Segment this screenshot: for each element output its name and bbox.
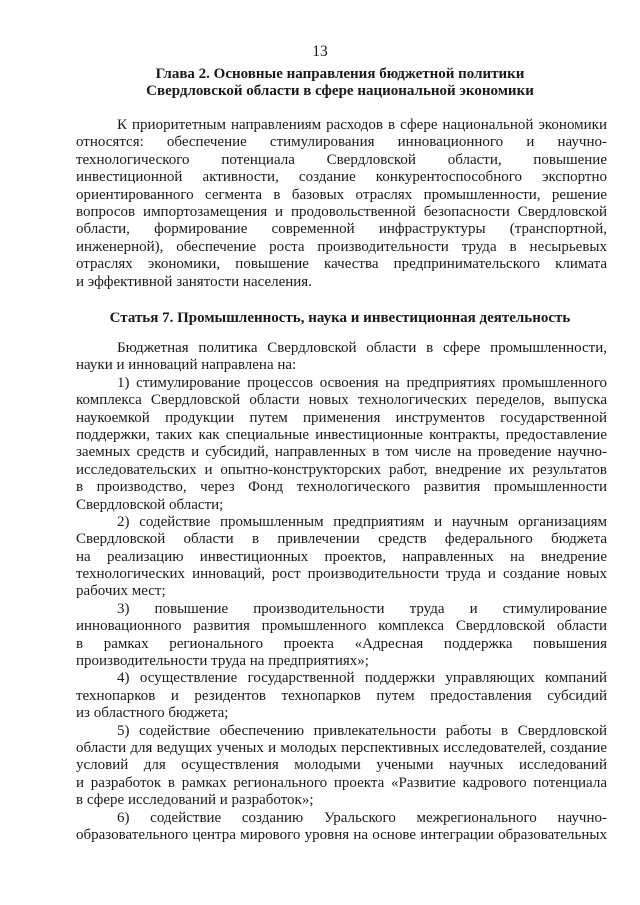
list-item-line: на реализацию инвестиционных проектов, направленных на внедрение xyxy=(76,548,607,565)
list-item-line: области для ведущих ученых и молодых перспективных исследователей, создание xyxy=(76,739,607,756)
intro-line: области, формирование современной инфраструктуры (транспортной, xyxy=(76,221,607,238)
list-item-line: рабочих мест; xyxy=(76,583,166,600)
page-number: 13 xyxy=(312,43,328,60)
article-body xyxy=(76,340,607,844)
article-line: науки и инноваций направлена на: xyxy=(76,357,297,374)
list-item-line: и разработок в рамках регионального проекта «Развитие кадрового потенциала xyxy=(76,774,607,791)
intro-line: и эффективной занятости населения. xyxy=(76,273,312,290)
list-item-line: 4) осуществление государственной поддержки управляющих компаний xyxy=(117,670,607,687)
list-item-line: в производство, через Фонд технологического развития промышленности xyxy=(76,479,607,496)
list-item-line: технопарков и резидентов технопарков путем предоставления субсидий xyxy=(76,687,607,704)
list-item-line: 5) содействие обеспечению привлекательности работы в Свердловской xyxy=(117,722,607,739)
list-item-line: поддержки, таких как специальные инвестиционные контракты, предоставление xyxy=(76,426,607,443)
list-item-line: условий для осуществления молодыми учеными научных исследований xyxy=(76,757,607,774)
intro-line: К приоритетным направлениям расходов в сфере национальной экономики xyxy=(117,117,607,133)
intro-line: инженерной), обеспечение роста производительности труда в несырьевых xyxy=(76,238,607,255)
list-item-line: исследовательских и опытно-конструкторских работ, внедрение их результатов xyxy=(76,461,607,478)
intro-paragraph xyxy=(76,117,607,291)
intro-line: отраслях экономики, повышение качества предпринимательского климата xyxy=(76,256,607,273)
intro-line: ориентированного сегмента в базовых отраслях промышленности, решение xyxy=(76,186,607,203)
list-item-line: из областного бюджета; xyxy=(76,705,229,722)
intro-line: технологического потенциала Свердловской области, повышение xyxy=(76,151,607,168)
article-title: Статья 7. Промышленность, наука и инвестиционная деятельность xyxy=(109,310,571,326)
article-line: Бюджетная политика Свердловской области в сфере промышленности, xyxy=(117,340,607,356)
list-item-line: 1) стимулирование процессов освоения на предприятиях промышленного xyxy=(117,374,607,391)
list-item-line: заемных средств и субсидий, направленных в том числе на проведение научно- xyxy=(76,444,607,461)
list-item-line: Свердловской области в привлечении средств федерального бюджета xyxy=(76,531,607,548)
list-item-line: в сфере исследований и разработок»; xyxy=(76,792,314,809)
chapter-title xyxy=(70,66,610,101)
list-item-line: в рамках регионального проекта «Адресная поддержка повышения xyxy=(76,635,607,652)
intro-line: вопросов импортозамещения и продовольственной безопасности Свердловской xyxy=(76,203,607,220)
list-item-line: 6) содействие созданию Уральского межрегионального научно- xyxy=(117,809,607,826)
list-item-line: Свердловской области; xyxy=(76,496,224,513)
chapter-title-line: Свердловской области в сфере национальной экономики xyxy=(146,83,534,100)
list-item-line: 3) повышение производительности труда и стимулирование xyxy=(117,600,607,617)
chapter-title-line: Глава 2. Основные направления бюджетной политики xyxy=(155,66,525,82)
intro-line: инвестиционной активности, создание конкурентоспособного экспортно xyxy=(76,169,607,186)
list-item-line: 2) содействие промышленным предприятиям и научным организациям xyxy=(117,513,607,530)
list-item-line: образовательного центра мирового уровня на основе интеграции образовательных xyxy=(76,826,607,843)
list-item-line: производительности труда на предприятиях»; xyxy=(76,653,369,670)
list-item-line: наукоемкой продукции путем применения инструментов государственной xyxy=(76,409,607,426)
intro-line: относятся: обеспечение стимулирования инновационного и научно- xyxy=(76,134,607,151)
list-item-line: комплекса Свердловской области новых технологических переделов, выпуска xyxy=(76,392,607,409)
list-item-line: инновационного развития промышленного комплекса Свердловской области xyxy=(76,618,607,635)
list-item-line: технологических инноваций, рост производительности труда и создание новых xyxy=(76,566,607,583)
